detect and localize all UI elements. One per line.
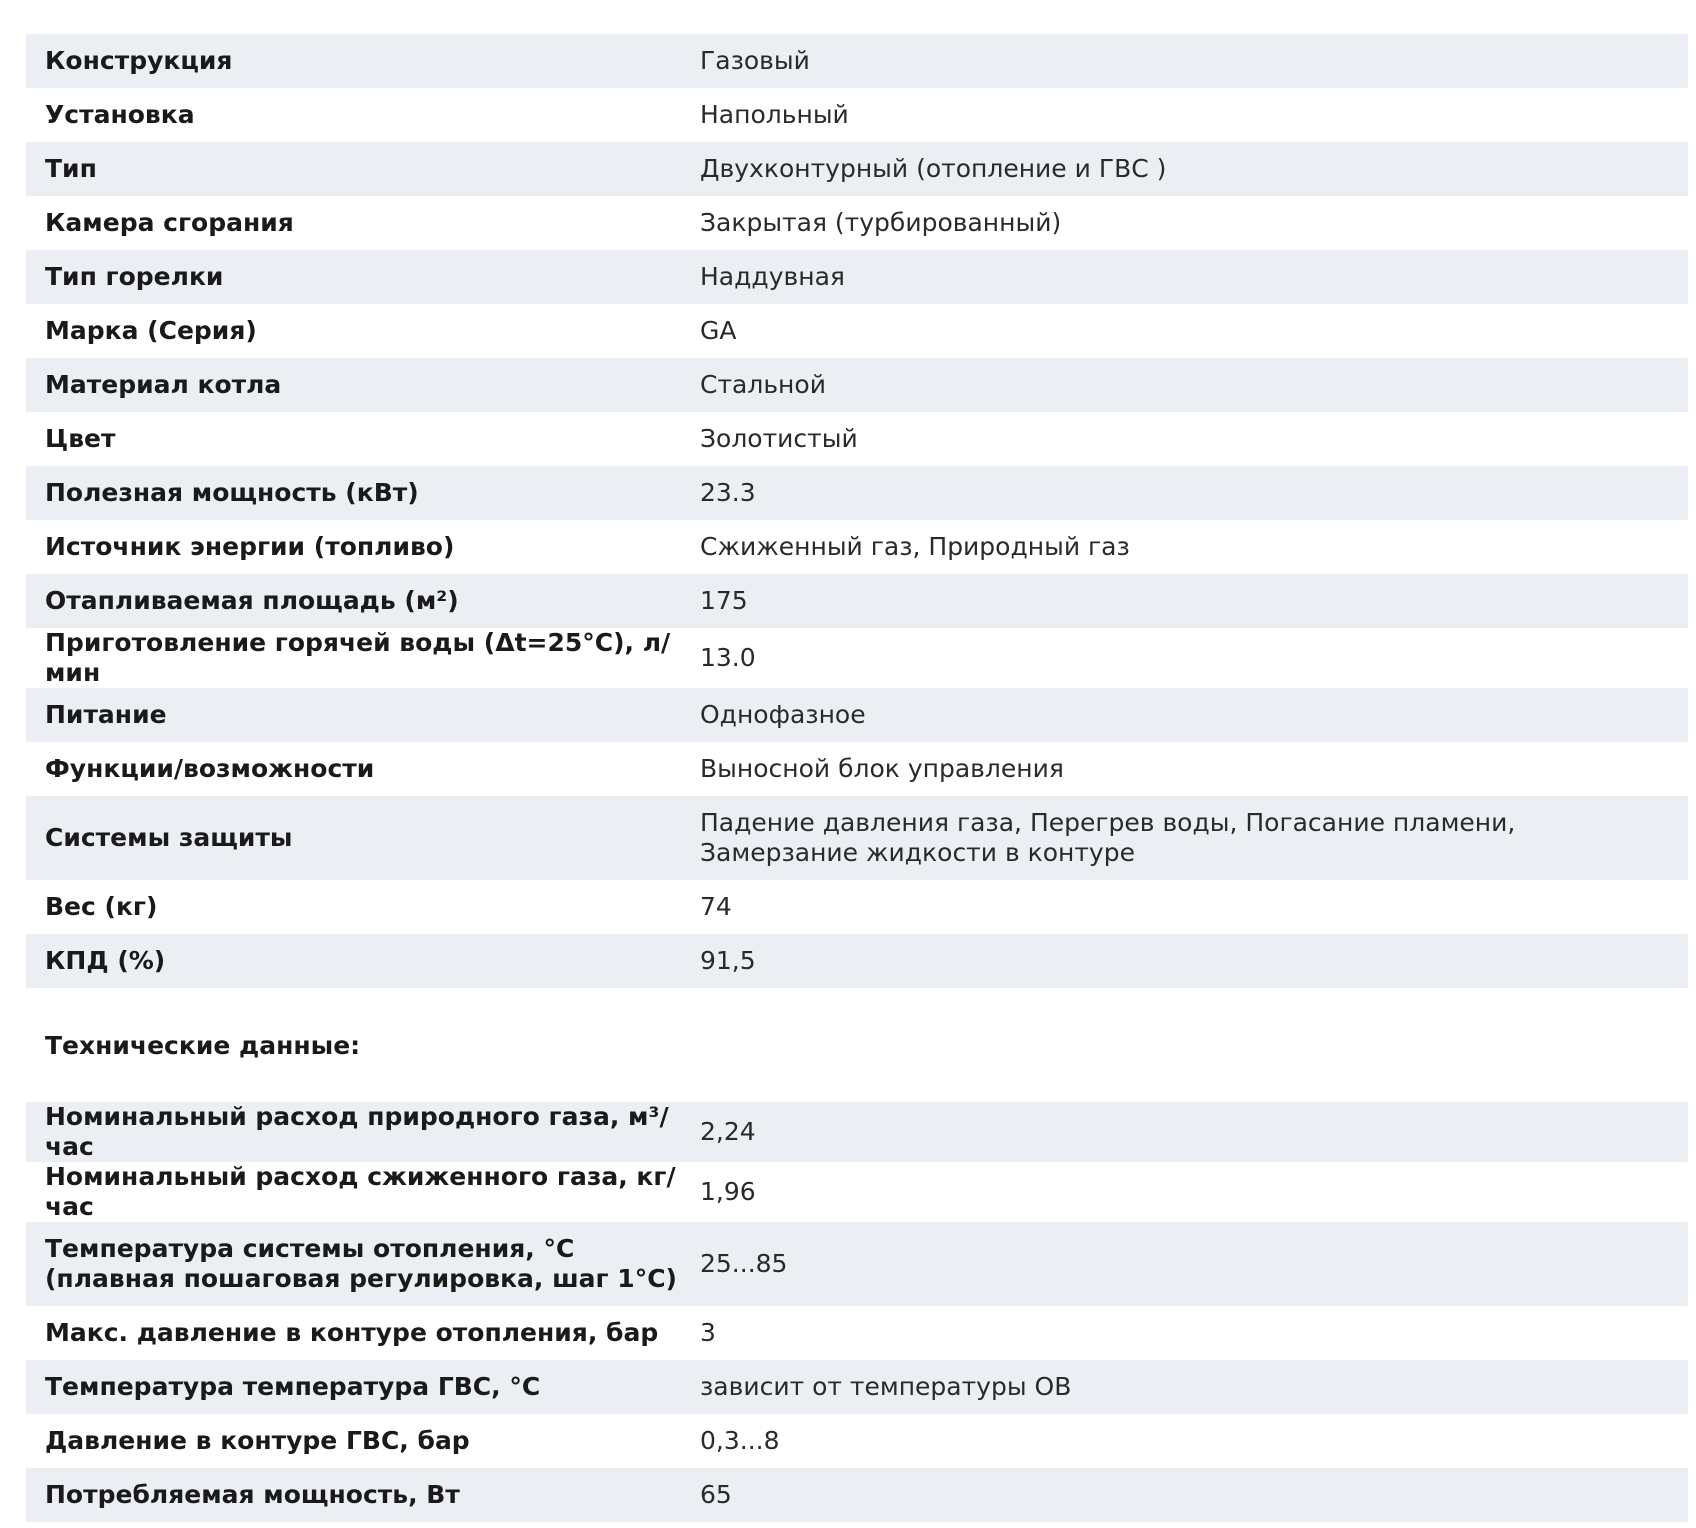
- table-row: [26, 358, 1688, 412]
- spec-value: Однофазное: [700, 688, 1688, 742]
- spec-label: Вес (кг): [26, 880, 700, 934]
- spec-value: 13.0: [700, 628, 1688, 688]
- table-row: [26, 250, 1688, 304]
- spec-value: 175: [700, 574, 1688, 628]
- spec-value: Выносной блок управления: [700, 742, 1688, 796]
- spec-label: Номинальный расход сжиженного газа, кг/час: [26, 1162, 700, 1222]
- spec-label: Отапливаемая площадь (м²): [26, 574, 700, 628]
- section-title: Технические данные:: [45, 1031, 361, 1060]
- spec-value: зависит от температуры ОВ: [700, 1360, 1688, 1414]
- spec-value: GA: [700, 304, 1688, 358]
- table-row: [26, 1222, 1688, 1306]
- spec-value: 91,5: [700, 934, 1688, 988]
- spec-value: 25...85: [700, 1222, 1688, 1306]
- table-row: [26, 1468, 1688, 1522]
- spec-value: Сжиженный газ, Природный газ: [700, 520, 1688, 574]
- table-row: [26, 628, 1688, 688]
- spec-value: Стальной: [700, 358, 1688, 412]
- table-row: [26, 466, 1688, 520]
- spec-value: 1,96: [700, 1162, 1688, 1222]
- table-row: [26, 1162, 1688, 1222]
- table-row: [26, 1306, 1688, 1360]
- spec-label: Камера сгорания: [26, 196, 700, 250]
- spec-value: Золотистый: [700, 412, 1688, 466]
- table-row: [26, 934, 1688, 988]
- table-row: [26, 574, 1688, 628]
- spec-value: Газовый: [700, 34, 1688, 88]
- table-row: [26, 688, 1688, 742]
- spec-label: Системы защиты: [26, 796, 700, 880]
- spec-value: Напольный: [700, 88, 1688, 142]
- table-row: [26, 796, 1688, 880]
- spec-label: Полезная мощность (кВт): [26, 466, 700, 520]
- table-row: [26, 742, 1688, 796]
- spec-label: Номинальный расход природного газа, м³/час: [26, 1102, 700, 1162]
- spec-label: Макс. давление в контуре отопления, бар: [26, 1306, 700, 1360]
- spec-value: 65: [700, 1468, 1688, 1522]
- table-row: [26, 88, 1688, 142]
- spec-label: Функции/возможности: [26, 742, 700, 796]
- spec-label: Давление в контуре ГВС, бар: [26, 1414, 700, 1468]
- spec-label: Установка: [26, 88, 700, 142]
- table-row: [26, 196, 1688, 250]
- spec-value: Падение давления газа, Перегрев воды, Погасание пламени, Замерзание жидкости в контуре: [700, 796, 1688, 880]
- spec-label: Питание: [26, 688, 700, 742]
- spec-label: Марка (Серия): [26, 304, 700, 358]
- general-specs-table: [26, 34, 1688, 988]
- spec-value: Наддувная: [700, 250, 1688, 304]
- spec-value: Двухконтурный (отопление и ГВС ): [700, 142, 1688, 196]
- spec-value: 0,3...8: [700, 1414, 1688, 1468]
- spec-label: Источник энергии (топливо): [26, 520, 700, 574]
- table-row: [26, 880, 1688, 934]
- table-row: [26, 520, 1688, 574]
- spec-label: Материал котла: [26, 358, 700, 412]
- spec-label: Температура температура ГВС, °С: [26, 1360, 700, 1414]
- spec-label: КПД (%): [26, 934, 700, 988]
- table-row: [26, 1102, 1688, 1162]
- table-row: [26, 142, 1688, 196]
- spec-label: Приготовление горячей воды (Δt=25°С), л/мин: [26, 628, 700, 688]
- spec-label: Цвет: [26, 412, 700, 466]
- spec-value: 74: [700, 880, 1688, 934]
- spec-value: Закрытая (турбированный): [700, 196, 1688, 250]
- table-row: [26, 34, 1688, 88]
- spec-label: Потребляемая мощность, Вт: [26, 1468, 700, 1522]
- table-row: [26, 412, 1688, 466]
- table-row: [26, 1360, 1688, 1414]
- spec-label: Конструкция: [26, 34, 700, 88]
- spec-value: 2,24: [700, 1102, 1688, 1162]
- table-row: [26, 304, 1688, 358]
- spec-label: Температура системы отопления, °С (плавная пошаговая регулировка, шаг 1°С): [26, 1222, 700, 1306]
- spec-label: Тип: [26, 142, 700, 196]
- spec-value: 23.3: [700, 466, 1688, 520]
- spec-label: Тип горелки: [26, 250, 700, 304]
- spec-value: 3: [700, 1306, 1688, 1360]
- table-row: [26, 1414, 1688, 1468]
- technical-specs-table: [26, 1102, 1688, 1522]
